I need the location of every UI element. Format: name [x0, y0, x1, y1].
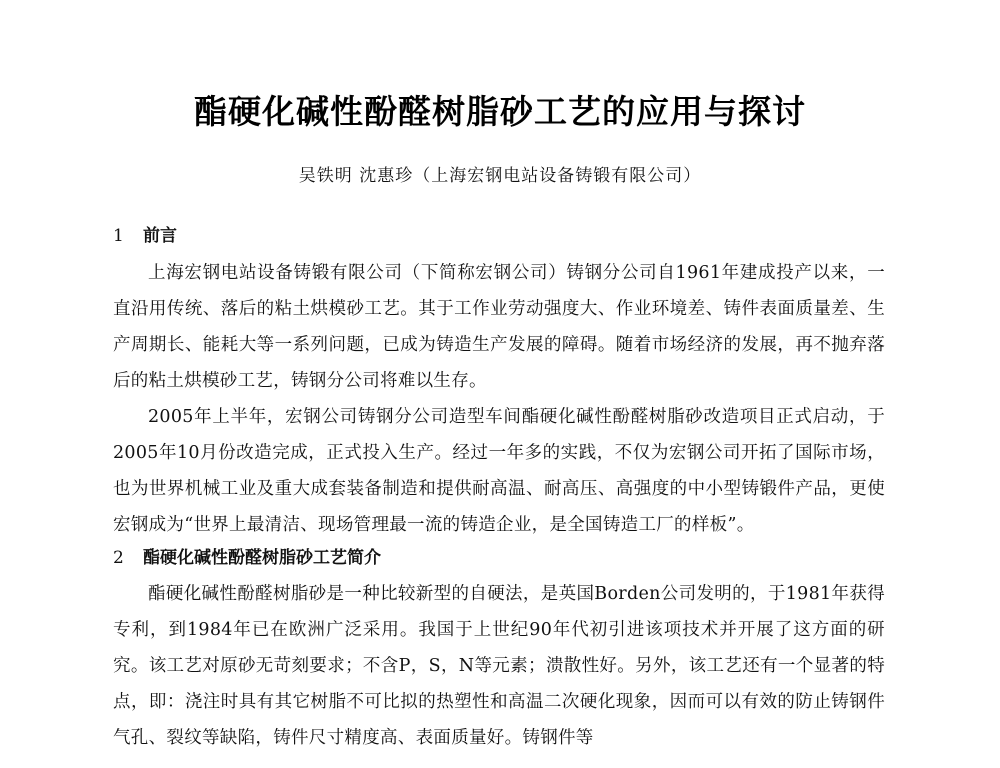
- paragraph: 酯硬化碱性酚醛树脂砂是一种比较新型的自硬法，是英国Borden公司发明的，于1981年获得专利，到1984年已在欧洲广泛采用。我国于上世纪90年代初引进该项技术并开展了这方面的研究。该工艺对原砂无苛刻要求；不含P，S，N等元素；溃散性好。另外，该工艺还有一个显著的特点，即：浇注时具有其它树脂不可比拟的热塑性和高温二次硬化现象，因而可以有效的防止铸钢件气孔、裂纹等缺陷，铸件尺寸精度高、表面质量好。铸钢件等: [113, 584, 885, 748]
- author-line: 吴铁明 沈惠珍（上海宏钢电站设备铸锻有限公司）: [298, 166, 702, 186]
- section-number: 2: [113, 548, 124, 568]
- section-heading-1: [113, 221, 885, 251]
- section-heading-2: [113, 543, 885, 573]
- section-number: 1: [113, 226, 124, 246]
- paper-body: [113, 218, 885, 756]
- paragraph: 2005年上半年，宏钢公司铸钢分公司造型车间酯硬化碱性酚醛树脂砂改造项目正式启动，于2005年10月份改造完成，正式投入生产。经过一年多的实践，不仅为宏钢公司开拓了国际市场，也为世界机械工业及重大成套装备制造和提供耐高温、耐高压、高强度的中小型铸锻件产品，更使宏钢成为“世界上最清洁、现场管理最一流的铸造企业，是全国铸造工厂的样板”。: [113, 407, 885, 535]
- paragraph: 上海宏钢电站设备铸锻有限公司（下简称宏钢公司）铸钢分公司自1961年建成投产以来，一直沿用传统、落后的粘土烘模砂工艺。其于工作业劳动强度大、作业环境差、铸件表面质量差、生产周期长、能耗大等一系列问题，已成为铸造生产发展的障碍。随着市场经济的发展，再不抛弃落后的粘土烘模砂工艺，铸钢分公司将难以生存。: [113, 263, 885, 391]
- section-title: 酯硬化碱性酚醛树脂砂工艺简介: [143, 548, 381, 568]
- section-title: 前言: [143, 226, 177, 246]
- paper-title: 酯硬化碱性酚醛树脂砂工艺的应用与探讨: [194, 92, 806, 131]
